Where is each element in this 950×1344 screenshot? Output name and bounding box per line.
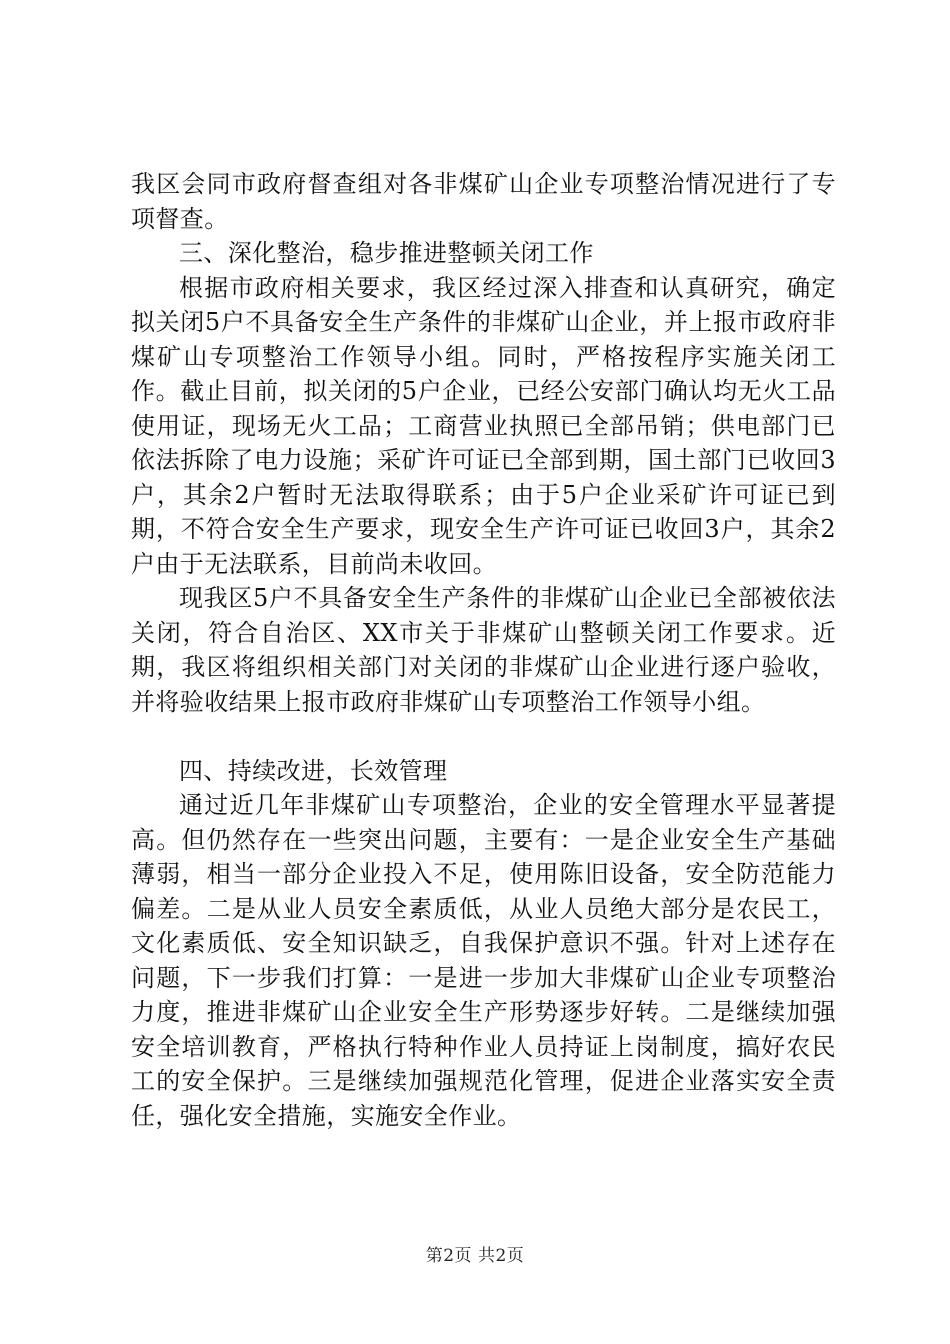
- paragraph-improvement: 通过近几年非煤矿山专项整治，企业的安全管理水平显著提高。但仍然存在一些突出问题，主要有：一是企业安全生产基础薄弱，相当一部分企业投入不足，使用陈旧设备，安全防范能力偏差。二是从业人员安全素质低，从业人员绝大部分是农民工，文化素质低、安全知识缺乏，自我保护意识不强。针对上述存在问题，下一步我们打算：一是进一步加大非煤矿山企业专项整治力度，推进非煤矿山企业安全生产形势逐步好转。二是继续加强安全培训教育，严格执行特种作业人员持证上岗制度，搞好农民工的安全保护。三是继续加强规范化管理，促进企业落实安全责任，强化安全措施，实施安全作业。: [131, 791, 836, 1130]
- section-heading-4: 四、持续改进，长效管理: [179, 756, 448, 785]
- page-footer: 第2页 共2页: [425, 1246, 525, 1266]
- document-body: [131, 167, 836, 1133]
- section-heading-3: 三、深化整治，稳步推进整顿关闭工作: [179, 239, 594, 267]
- paragraph-supervision: 我区会同市政府督查组对各非煤矿山企业专项整治情况进行了专项督查。: [131, 170, 836, 233]
- paragraph-closure-result: 现我区5户不具备安全生产条件的非煤矿山企业已全部被依法关闭，符合自治区、XX市关于非煤矿山整顿关闭工作要求。近期，我区将组织相关部门对关闭的非煤矿山企业进行逐户验收，并将验收结果上报市政府非煤矿山专项整治工作领导小组。: [131, 584, 836, 716]
- paragraph-spacer: [131, 719, 836, 754]
- paragraph-closure-process: 根据市政府相关要求，我区经过深入排查和认真研究，确定拟关闭5户不具备安全生产条件的非煤矿山企业，并上报市政府非煤矿山专项整治工作领导小组。同时，严格按程序实施关闭工作。截止目前，拟关闭的5户企业，已经公安部门确认均无火工品使用证，现场无火工品；工商营业执照已全部吊销；供电部门已依法拆除了电力设施；采矿许可证已全部到期，国土部门已收回3户，其余2户暂时无法取得联系；由于5户企业采矿许可证已到期，不符合安全生产要求，现安全生产许可证已收回3户，其余2户由于无法联系，目前尚未收回。: [131, 273, 836, 578]
